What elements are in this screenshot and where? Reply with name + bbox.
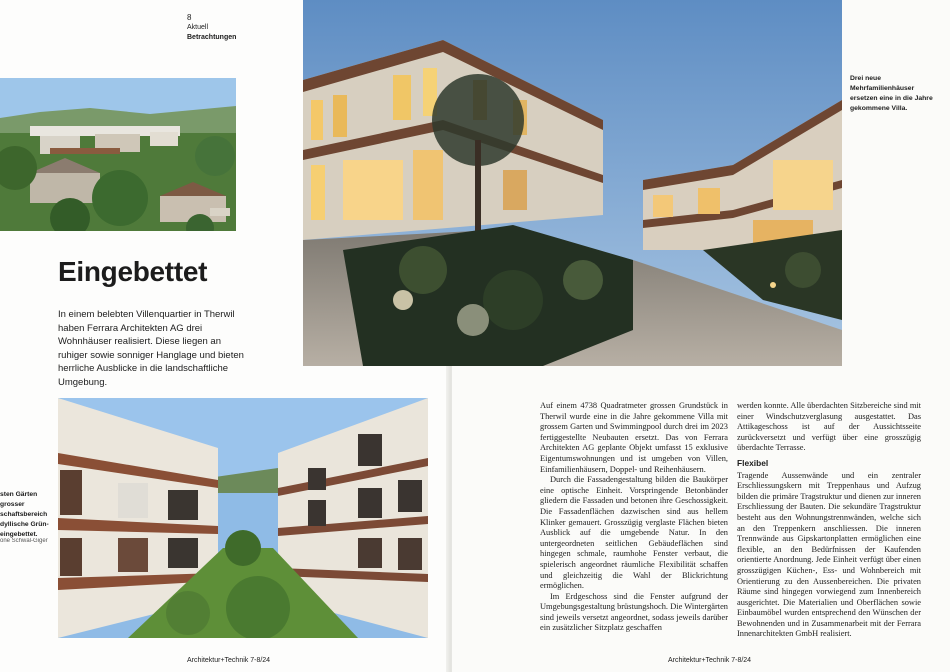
photo-credit: one Schwal-Giger: [0, 538, 48, 544]
footer-right: Architektur+Technik 7-8/24: [668, 657, 752, 664]
subhead-flexibel: Flexibel: [737, 457, 769, 468]
courtyard-photo: [58, 398, 428, 638]
article-headline: Eingebettet: [58, 256, 208, 287]
folio: [187, 13, 236, 43]
paragraph-3: Im Erdgeschoss sind die Fenster aufgrund der Umgebungsgestaltung brüstungshoch. Die Wintergärten sind jeweils versetzt angeordnet, sodass jeweils darüber ein zusätzlicher Sitzplatz geschaffen: [540, 591, 728, 633]
left-photo-caption: sten Gärten grosser schaftsbereich dyllische Grün- eingebettet.: [0, 491, 49, 538]
subsection-label: Betrachtungen: [187, 34, 237, 41]
footer-left: Architektur+Technik 7-8/24: [187, 657, 271, 664]
section-label: Aktuell: [187, 24, 209, 31]
page-number: 8: [187, 13, 192, 22]
aerial-photo: [0, 78, 236, 231]
paragraph-continued: werden konnte. Alle überdachten Sitzbereiche sind mit einer Windschutzverglasung ausgestattet. Das Attikageschoss ist auf der Aussichtsseite zurückversetzt und verfügt über eine grosszügig überdachte Terrasse.: [737, 401, 921, 453]
body-column-1: [540, 401, 728, 634]
paragraph-2: Durch die Fassadengestaltung bilden die Baukörper eine optische Einheit. Vorspringende Betonbänder gliedern die Fassaden und betonen ihre Geschossigkeit. Die Fassadenflächen dazwischen sind aus hellem Klinker gemauert. Grosszügig verglaste Flächen bieten Ausblick auf die umgebende Natur. In den untergeordneten seitlichen Gebäudeflächen sind hingegen schmale, raumhohe Fenster verbaut, die spielerisch angeordnet räumliche Flexibilität schaffen und gleichzeitig die Wahl der Blickrichtung ermöglichen.: [540, 475, 728, 591]
body-column-2: [737, 401, 921, 640]
paragraph-1: Auf einem 4738 Quadratmeter grossen Grundstück in Therwil wurde eine in die Jahre gekommene Villa mit grossem Garten und Swimmingpool durch drei im 2023 fertiggestellte Neubauten ersetzt. Das von Ferrara Architekten AG geplante Objekt umfasst 15 exklusive Eigentumswohnungen und ist umgeben von Villen, Einfamilienhäusern, Doppel- und Reihenhäusern.: [540, 401, 728, 474]
right-photo-caption: Drei neue Mehrfamilienhäuser ersetzen eine in die Jahre gekommene Villa.: [850, 75, 933, 112]
paragraph-flexibel: Tragende Aussenwände und ein zentraler Erschliessungskern mit Treppenhaus und Aufzug bilden die primäre Tragstruktur und dienen zur inneren Erschliessung der Bauten. Die sekundäre Tragstruktur besteht aus den Wohnungstrennwänden, welche sich an den Treppenkern anschliessen. Die inneren Trennwände aus Gipskartonplatten ermöglichen eine flexible, an den Bedürfnissen der Kaufenden orientierte Anordnung. Jede Einheit verfügt über einen grosszügigen Küchen-, Ess- und Wohnbereich mit Orientierung zu den Aussenbereichen. Die privaten Räume sind hingegen vorwiegend zum Innenbereich ausgerichtet. Die Materialien und Oberflächen sowie Einbaumöbel wurden entsprechend den Wünschen der Bewohnenden und in Zusammenarbeit mit der Ferrara Innenarchitekten GmbH realisiert.: [737, 470, 921, 639]
dusk-photo: [303, 0, 842, 366]
article-lead: In einem belebten Villenquartier in Therwil haben Ferrara Architekten AG drei Wohnhäuser realisiert. Diese liegen an ruhiger sowie sonniger Hanglage und bieten herrliche Ausblicke in die landschaftliche Umgebung.: [58, 309, 244, 388]
